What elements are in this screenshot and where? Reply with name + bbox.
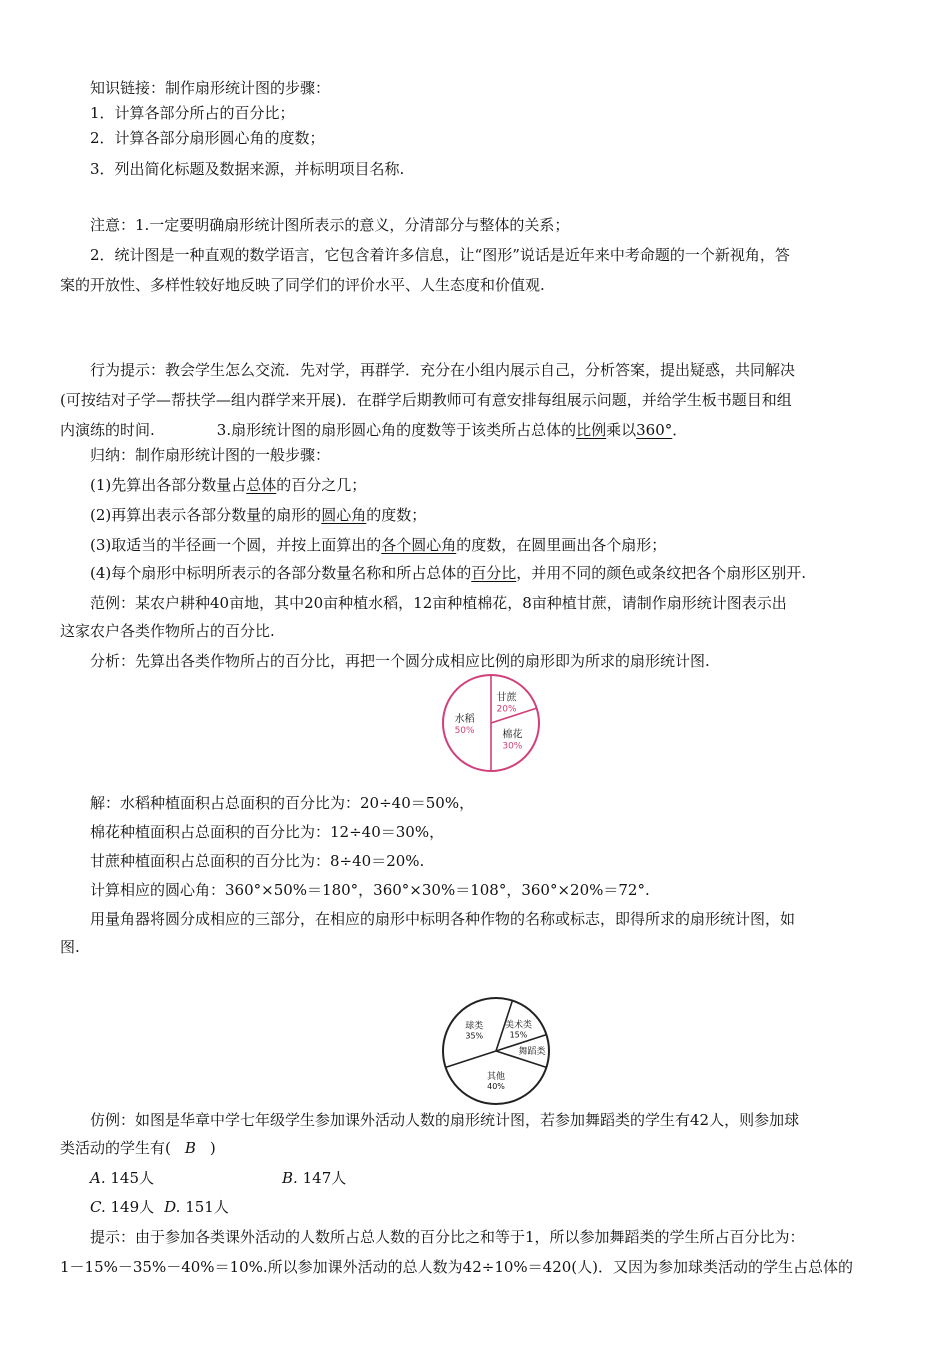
pie-slice-label: 舞蹈类 (518, 1047, 546, 1057)
summary-step-4: (4)每个扇形中标明所表示的各部分数量名称和所占总体的百分比，并用不同的颜色或条纹把各个扇形区别开. (90, 564, 807, 582)
practice-answer: B (184, 1139, 196, 1157)
hint-line-2: 1－15%－35%－40%＝10%.所以参加课外活动的总人数为42÷10%＝420(人)．又因为参加球类活动的学生占总体的 (60, 1258, 854, 1276)
analysis-line: 分析：先算出各类作物所占的百分比，再把一个圆分成相应比例的扇形即为所求的扇形统计图. (90, 652, 710, 670)
option-d: 151人 (185, 1198, 229, 1216)
summary-step-2: (2)再算出表示各部分数量的扇形的圆心角的度数； (90, 506, 427, 524)
knowledge-title: 知识链接：制作扇形统计图的步骤： (90, 79, 331, 97)
pie-slice-value: 15% (509, 1030, 528, 1040)
behavior-line-1: 行为提示：教会学生怎么交流．先对学，再群学．充分在小组内展示自己，分析答案，提出疑惑，共同解决 (90, 361, 796, 379)
solution-line-1: 解：水稻种植面积占总面积的百分比为：20÷40＝50%， (90, 794, 475, 812)
option-b-letter: B. (282, 1169, 298, 1187)
solution-line-2: 棉花种植面积占总面积的百分比为：12÷40＝30%， (90, 823, 445, 841)
summary-title: 归纳：制作扇形统计图的一般步骤： (90, 446, 331, 464)
pie-slice-label: 甘蔗 (496, 692, 517, 704)
crop-pie-chart (440, 672, 542, 774)
pie-slice-label: 其他 (486, 1072, 506, 1083)
knowledge-step-3: 3．列出简化标题及数据来源，并标明项目名称. (90, 160, 405, 178)
summary-step-1: (1)先算出各部分数量占总体的百分之几； (90, 476, 367, 494)
behavior-line-2: (可按结对子学—帮扶学—组内群学来开展)．在群学后期教师可有意安排每组展示问题，并给学生板书题目和组 (60, 391, 792, 409)
option-a-letter: A. (90, 1169, 106, 1187)
option-c-d (90, 1192, 900, 1222)
knowledge-step-1: 1．计算各部分所占的百分比； (90, 104, 295, 122)
summary-step-3: (3)取适当的半径画一个圆，并按上面算出的各个圆心角的度数，在圆里画出各个扇形； (90, 536, 667, 554)
option-c: 149人 (110, 1198, 155, 1216)
solution-line-3: 甘蔗种植面积占总面积的百分比为：8÷40＝20%. (90, 852, 425, 870)
option-b: 147人 (302, 1169, 347, 1187)
example-line-2: 这家农户各类作物所占的百分比. (60, 622, 275, 640)
solution-line-6: 图. (60, 938, 80, 956)
pie-slice-value: 50% (454, 726, 475, 736)
practice-line-1: 仿例：如图是华章中学七年级学生参加课外活动人数的扇形统计图，若参加舞蹈类的学生有42人，则参加球 (90, 1111, 800, 1129)
pie-slice-label: 球类 (465, 1021, 484, 1032)
knowledge-step-2: 2．计算各部分扇形圆心角的度数； (90, 129, 325, 147)
option-a: 145人 (110, 1169, 155, 1187)
pie-slice-divider (446, 1051, 496, 1067)
solution-line-5: 用量角器将圆分成相应的三部分，在相应的扇形中标明各种作物的名称或标志，即得所求的扇形统计图，如 (90, 910, 796, 928)
pie-slice-value: 35% (465, 1031, 484, 1041)
pie-slice-value: 20% (496, 704, 517, 715)
behavior-line-3: 内演练的时间. 3.扇形统计图的扇形圆心角的度数等于该类所占总体的比例乘以360°． (60, 421, 688, 439)
activity-pie-chart (440, 995, 552, 1107)
pie-slice-label: 棉花 (502, 729, 523, 741)
note-line-1: 注意：1.一定要明确扇形统计图所表示的意义，分清部分与整体的关系； (90, 216, 570, 234)
behavior-time-text: 内演练的时间. (60, 421, 155, 439)
option-a-b (90, 1163, 900, 1193)
pie-slice-value: 30% (502, 741, 523, 752)
answer-ratio: 比例 (576, 421, 607, 439)
hint-line-1: 提示：由于参加各类课外活动的人数所占总人数的百分比之和等于1，所以参加舞蹈类的学生所占百分比为： (90, 1228, 805, 1246)
angle-rule-text: 3.扇形统计图的扇形圆心角的度数等于该类所占总体的 (216, 421, 577, 439)
answer-360: 360° (636, 421, 673, 439)
note-line-2: 2．统计图是一种直观的数学语言，它包含着许多信息，让“图形”说话是近年来中考命题的一个新视角，答 (90, 246, 790, 264)
practice-line-2: 类活动的学生有( B ) (60, 1139, 216, 1157)
pie-slice-label: 美术类 (504, 1020, 532, 1031)
note-line-3: 案的开放性、多样性较好地反映了同学们的评价水平、人生态度和价值观. (60, 276, 545, 294)
solution-line-4: 计算相应的圆心角：360°×50%＝180°，360°×30%＝108°，360°×20%＝72°. (90, 881, 650, 899)
option-c-letter: C. (90, 1198, 106, 1216)
pie-slice-label: 水稻 (454, 714, 475, 725)
pie-slice-value: 40% (487, 1082, 505, 1092)
option-d-letter: D. (164, 1198, 181, 1216)
example-line-1: 范例：某农户耕种40亩地，其中20亩种植水稻，12亩种植棉花，8亩种植甘蔗，请制作扇形统计图表示出 (90, 594, 787, 612)
